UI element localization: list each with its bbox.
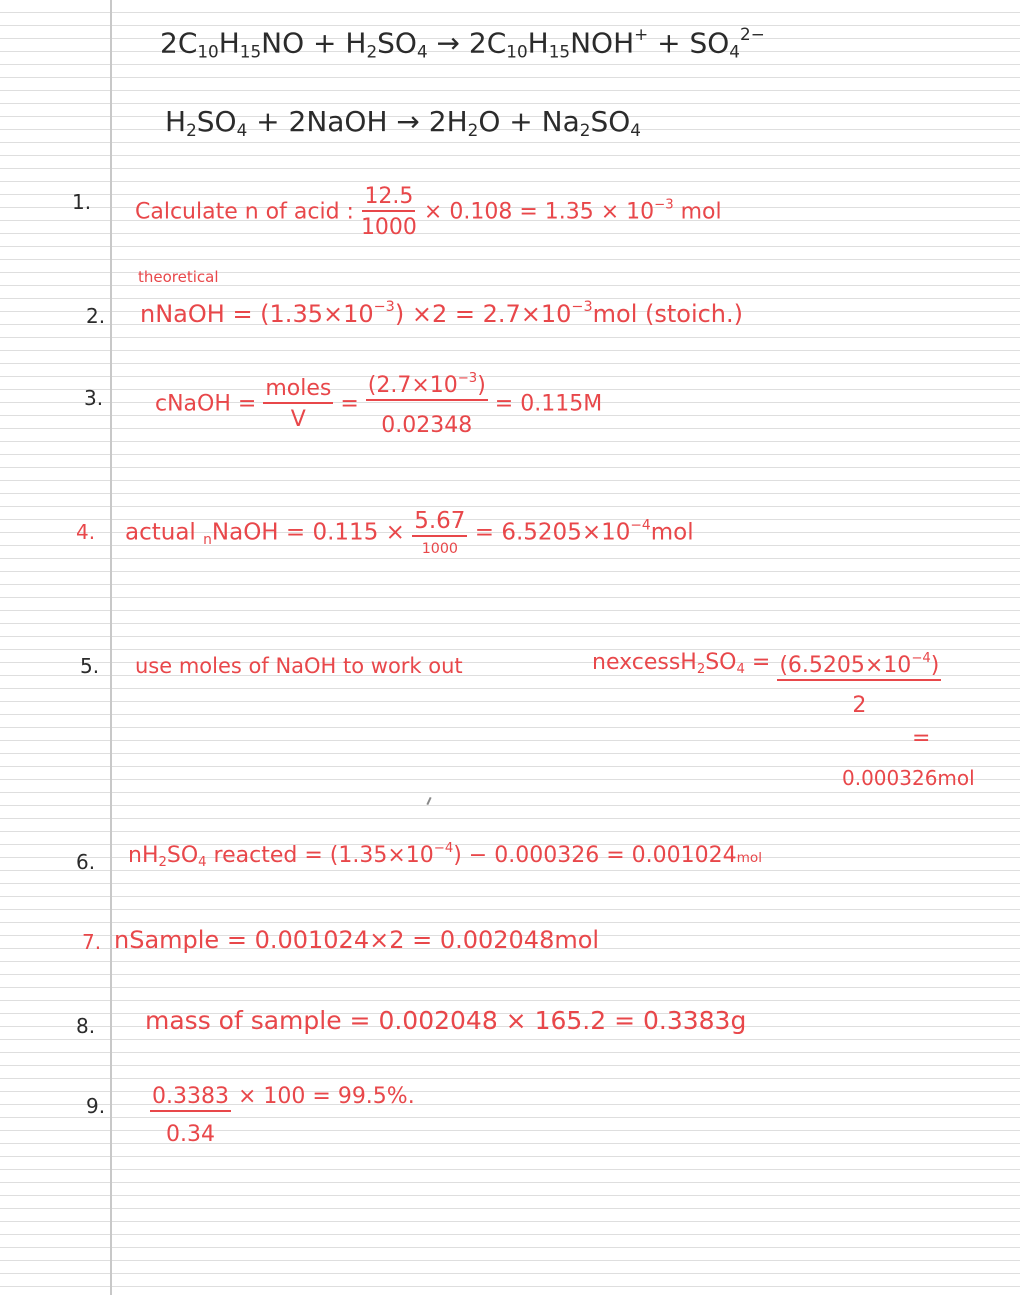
step-1: [135, 186, 722, 239]
eq-sub: 2: [158, 854, 167, 870]
step-text: × 100 = 99.5%.: [230, 1084, 415, 1109]
eq-sub: 4: [236, 120, 248, 141]
fraction-numerator: 0.3383: [150, 1086, 231, 1112]
step-note: theoretical: [138, 268, 219, 286]
step-text: mol: [650, 519, 694, 546]
step-number: 3.: [84, 386, 104, 410]
step-text: NaOH = 0.115 ×: [211, 519, 413, 546]
eq-sub: 4: [729, 41, 740, 62]
step-number: 8.: [76, 1014, 96, 1038]
step-text: =: [744, 650, 778, 675]
eq-sub: 4: [630, 120, 641, 141]
eq-sub: 2: [579, 120, 591, 141]
equation-1: [160, 26, 765, 60]
step-number: 7.: [82, 930, 102, 954]
eq-sub: 10: [197, 41, 219, 62]
eq-sub: 10: [506, 41, 528, 62]
eq-text: O + Na: [478, 105, 580, 138]
fraction-numerator: [777, 652, 941, 681]
step-text: ) − 0.000326 = 0.001024: [453, 842, 737, 868]
step-6: [128, 842, 762, 869]
step-text: = 0.115M: [487, 391, 603, 417]
step-9: [150, 1086, 415, 1146]
exponent: −3: [654, 197, 674, 213]
step-5-equals: =: [912, 726, 931, 751]
fraction: [150, 1086, 231, 1146]
step-text: mol: [673, 199, 722, 225]
eq-sup: +: [634, 24, 649, 44]
eq-sub: 2: [696, 661, 706, 677]
step-text: cNaOH =: [155, 391, 264, 417]
step-text: ): [477, 372, 486, 398]
equation-2: [165, 105, 641, 141]
step-5-text: use moles of NaOH to work out: [135, 654, 463, 678]
fraction: [777, 652, 941, 717]
eq-sub: 2: [366, 41, 378, 62]
step-text: mol: [736, 849, 763, 866]
step-text: mol (stoich.): [592, 299, 744, 328]
exponent: −3: [373, 299, 395, 315]
eq-sub: 2: [186, 120, 197, 141]
eq-text: NO + H: [261, 26, 367, 60]
eq-text: H: [527, 26, 549, 60]
eq-text: SO: [590, 105, 631, 138]
step-3: [155, 372, 602, 437]
eq-text: SO: [196, 105, 237, 138]
fraction-denominator: 2: [852, 692, 867, 718]
step-text: (2.7×10: [367, 372, 458, 398]
fraction-denominator: 1000: [421, 541, 458, 557]
step-text: = 6.5205×10: [467, 519, 631, 546]
stray-mark: [426, 797, 431, 805]
eq-sub: 2: [467, 120, 479, 141]
step-text: nNaOH = (1.35×10: [140, 299, 374, 328]
fraction-numerator: 5.67: [412, 510, 467, 537]
eq-text: NOH: [570, 26, 635, 60]
fraction: [263, 375, 333, 432]
step-text: × 0.108 = 1.35 × 10: [416, 199, 655, 225]
step-number: 9.: [86, 1094, 106, 1118]
eq-text: H: [165, 105, 187, 138]
eq-text: + SO: [648, 26, 730, 60]
step-5-expression: [592, 652, 941, 717]
fraction: [412, 510, 467, 556]
step-text: SO: [166, 842, 199, 868]
step-text: Calculate n of acid :: [135, 199, 361, 225]
step-text: n: [203, 531, 212, 548]
eq-sub: 15: [239, 41, 262, 62]
step-text: ): [930, 652, 940, 678]
exponent: −4: [630, 517, 651, 534]
fraction: [366, 372, 488, 437]
step-2: [140, 300, 743, 326]
eq-text: SO: [377, 26, 417, 60]
eq-sub: 4: [416, 41, 428, 62]
step-number: 6.: [76, 850, 96, 874]
eq-sub: 15: [548, 41, 571, 62]
eq-sub: 4: [198, 854, 207, 870]
step-number: 1.: [72, 190, 92, 214]
fraction-numerator: 12.5: [362, 186, 415, 212]
eq-text: 2C: [160, 26, 198, 60]
fraction-denominator: 0.34: [166, 1122, 215, 1147]
exponent: −3: [457, 371, 478, 386]
fraction-denominator: 0.02348: [381, 412, 473, 438]
eq-text: + 2NaOH → 2H: [247, 105, 468, 138]
fraction-numerator: moles: [263, 378, 333, 404]
step-5-result: 0.000326mol: [842, 766, 975, 790]
margin-line: [110, 0, 112, 1295]
step-text: actual: [125, 519, 204, 546]
step-number: 4.: [76, 520, 96, 544]
step-text: SO: [705, 650, 737, 675]
step-8: mass of sample = 0.002048 × 165.2 = 0.3383g: [145, 1006, 747, 1035]
fraction-denominator: 1000: [360, 215, 417, 240]
fraction-denominator: V: [290, 406, 306, 432]
eq-text: H: [218, 26, 240, 60]
step-text: ) ×2 = 2.7×10: [394, 299, 572, 328]
step-7: nSample = 0.001024×2 = 0.002048mol: [114, 926, 600, 954]
exponent: −4: [911, 651, 931, 666]
step-number: 2.: [86, 304, 106, 328]
step-text: nexcessH: [592, 650, 697, 675]
exponent: −3: [571, 299, 593, 315]
step-text: reacted = (1.35×10: [206, 842, 434, 868]
exponent: −4: [433, 841, 454, 856]
step-text: (6.5205×10: [779, 652, 912, 678]
fraction-numerator: [366, 372, 488, 401]
step-text: nH: [128, 842, 159, 868]
step-number: 5.: [80, 654, 100, 678]
step-text: =: [333, 391, 366, 417]
eq-sub: 4: [736, 661, 745, 677]
fraction: [361, 186, 417, 239]
eq-text: → 2C: [427, 26, 507, 60]
eq-sup: 2−: [739, 24, 765, 44]
step-4: [125, 510, 694, 556]
